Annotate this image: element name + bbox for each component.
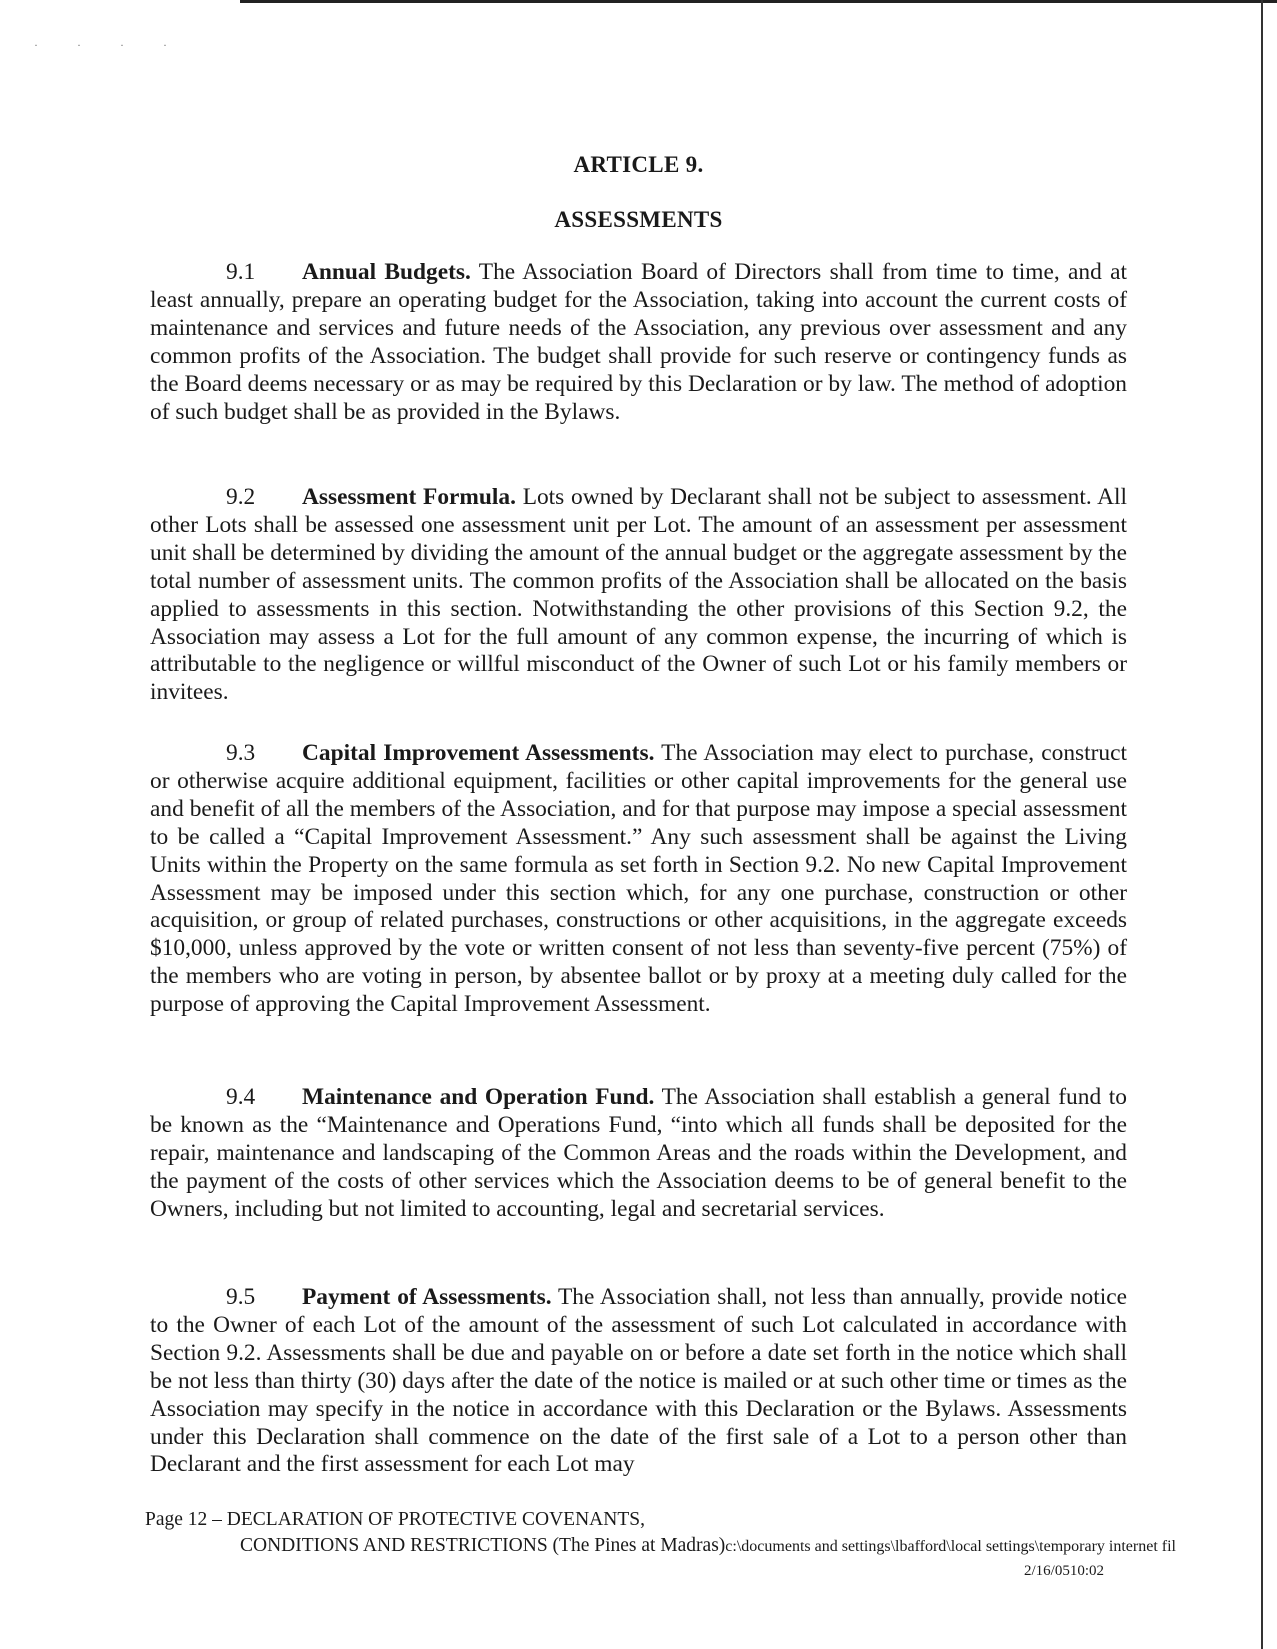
section-text: Lots owned by Declarant shall not be subject to assessment. All other Lots shall be assessed one assessment unit per Lot. The amount of an assessment per assessment unit shall be determined by dividing the amount of the annual budget or the aggregate assessment by the total number of assessment units. The common profits of the Association shall be allocated on the basis applied to assessments in this section. Notwithstanding the other provisions of this Section 9.2, the Association may assess a Lot for the full amount of any common expense, the incurring of which is attributable to the negligence or willful misconduct of the Owner of such Lot or his family members or invitees.	[150, 484, 1128, 706]
section-number: 9.4	[226, 1084, 256, 1110]
footer-title-line	[240, 1535, 1176, 1557]
section-9-1: 9.1 Annual Budgets. The Association Board of Directors shall from time to time, and at least annually, prepare an operating budget for the Association, taking into account the current costs of maintenance and services and future needs of the Association, any previous over assessment and any common profits of the Association. The budget shall provide for such reserve or contingency funds as the Board deems necessary or as may be required by this Declaration or by law. The method of adoption of such budget shall be as provided in the Bylaws.	[150, 259, 1127, 425]
section-number: 9.5	[226, 1284, 256, 1310]
section-number: 9.2	[226, 484, 256, 510]
section-number: 9.3	[226, 740, 256, 766]
scan-border-top	[240, 0, 1277, 3]
section-title: Maintenance and Operation Fund	[302, 1084, 649, 1110]
section-9-4: 9.4 Maintenance and Operation Fund. The Association shall establish a general fund to be known as the “Maintenance and Operations Fund, “into which all funds shall be deposited for the repair, maintenance and landscaping of the Common Areas and the roads within the Development, and the payment of the costs of other services which the Association deems to be of general benefit to the Owners, including but not limited to accounting, legal and secretarial services.	[150, 1084, 1127, 1222]
footer-title: CONDITIONS AND RESTRICTIONS (The Pines at Madras)	[240, 1535, 726, 1556]
section-9-3: 9.3 Capital Improvement Assessments. The Association may elect to purchase, construct or otherwise acquire additional equipment, facilities or other capital improvements for the general use and benefit of all the members of the Association, and for that purpose may impose a special assessment to be called a “Capital Improvement Assessment.” Any such assessment shall be against the Living Units within the Property on the same formula as set forth in Section 9.2. No new Capital Improvement Assessment may be imposed under this section which, for any one purchase, construction or other acquisition, or group of related purchases, constructions or other acquisitions, in the aggregate exceeds $10,000, unless approved by the vote or written consent of not less than seventy-five percent (75%) of the members who are voting in person, by absentee ballot or by proxy at a meeting duly called for the purpose of approving the Capital Improvement Assessment.	[150, 740, 1127, 1018]
footer-page-line: Page 12 – DECLARATION OF PROTECTIVE COVENANTS,	[145, 1509, 645, 1530]
footer-file-path: c:\documents and settings\lbafford\local settings\temporary internet fil	[725, 1538, 1176, 1555]
section-text: The Association shall, not less than annually, provide notice to the Owner of each Lot of the amount of the assessment of such Lot calculated in accordance with Section 9.2. Assessments shall be due and payable on or before a date set forth in the notice which shall be not less than thirty (30) days after the date of the notice is mailed or at such other time or times as the Association may specify in the notice in accordance with this Declaration or the Bylaws. Assessments under this Declaration shall commence on the date of the first sale of a Lot to a person other than Declarant and the first assessment for each Lot may	[150, 1284, 1128, 1478]
section-title: Capital Improvement Assessments	[302, 740, 649, 766]
section-text: The Association may elect to purchase, construct or otherwise acquire additional equipment, facilities or other capital improvements for the general use and benefit of all the members of the Association, and for that purpose may impose a special assessment to be called a “Capital Improvement Assessment.” Any such assessment shall be against the Living Units within the Property on the same formula as set forth in Section 9.2. No new Capital Improvement Assessment may be imposed under this section which, for any one purchase, construction or other acquisition, or group of related purchases, constructions or other acquisitions, in the aggregate exceeds $10,000, unless approved by the vote or written consent of not less than seventy-five percent (75%) of the members who are voting in person, by absentee ballot or by proxy at a meeting duly called for the purpose of approving the Capital Improvement Assessment.	[150, 740, 1127, 1018]
section-title: Annual Budgets	[302, 259, 466, 285]
scan-specks: · · · ·	[34, 38, 185, 52]
section-number: 9.1	[226, 259, 256, 285]
section-text: The Association Board of Directors shall from time to time, and at least annually, prepare an operating budget for the Association, taking into account the current costs of maintenance and services and future needs of the Association, any previous over assessment and any common profits of the Association. The budget shall provide for such reserve or contingency funds as the Board deems necessary or as may be required by this Declaration or by law. The method of adoption of such budget shall be as provided in the Bylaws.	[150, 259, 1127, 425]
section-title: Payment of Assessments	[302, 1284, 546, 1310]
section-text: The Association shall establish a general fund to be known as the “Maintenance and Operations Fund, “into which all funds shall be deposited for the repair, maintenance and landscaping of the Common Areas and the roads within the Development, and the payment of the costs of other services which the Association deems to be of general benefit to the Owners, including but not limited to accounting, legal and secretarial services.	[150, 1084, 1127, 1222]
section-title: Assessment Formula	[302, 484, 511, 510]
section-9-5: 9.5 Payment of Assessments. The Association shall, not less than annually, provide notice to the Owner of each Lot of the amount of the assessment of such Lot calculated in accordance with Section 9.2. Assessments shall be due and payable on or before a date set forth in the notice which shall be not less than thirty (30) days after the date of the notice is mailed or at such other time or times as the Association may specify in the notice in accordance with this Declaration or the Bylaws. Assessments under this Declaration shall commence on the date of the first sale of a Lot to a person other than Declarant and the first assessment for each Lot may	[150, 1284, 1128, 1478]
section-9-2: 9.2 Assessment Formula. Lots owned by Declarant shall not be subject to assessment. All other Lots shall be assessed one assessment unit per Lot. The amount of an assessment per assessment unit shall be determined by dividing the amount of the annual budget or the aggregate assessment by the total number of assessment units. The common profits of the Association shall be allocated on the basis applied to assessments in this section. Notwithstanding the other provisions of this Section 9.2, the Association may assess a Lot for the full amount of any common expense, the incurring of which is attributable to the negligence or willful misconduct of the Owner of such Lot or his family members or invitees.	[150, 484, 1128, 706]
footer-doc-code: 2/16/0510:02	[1024, 1563, 1105, 1579]
article-title: ASSESSMENTS	[554, 207, 723, 232]
article-number: ARTICLE 9.	[573, 152, 704, 177]
scan-border-right	[1261, 0, 1263, 1649]
